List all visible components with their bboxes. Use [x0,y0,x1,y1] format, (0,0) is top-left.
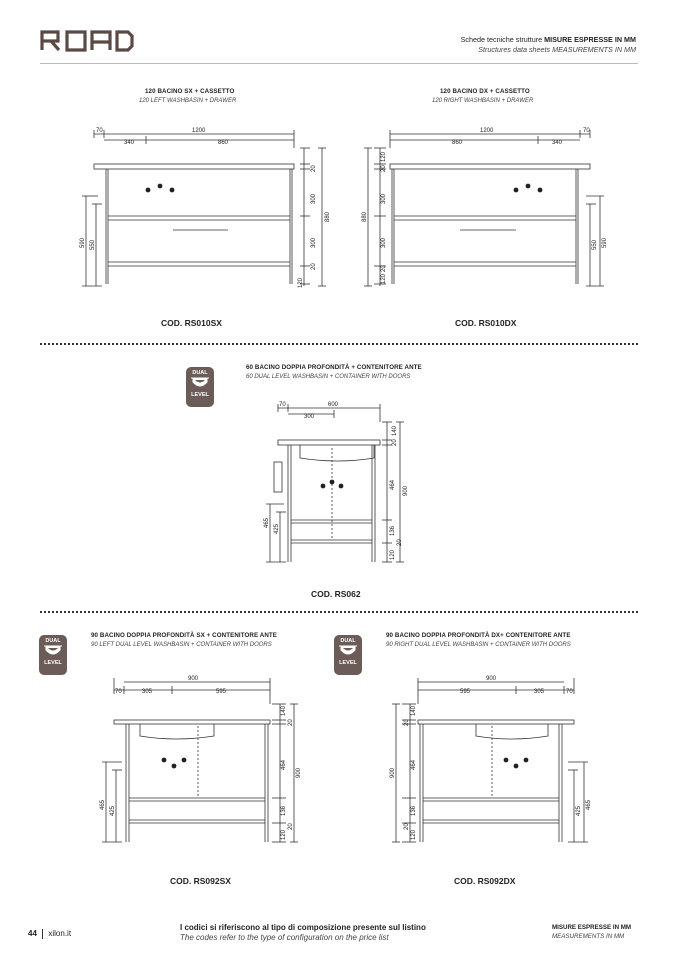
dim-label: 305 [534,689,545,695]
header-title [461,35,636,44]
dim-label: 860 [218,140,229,146]
dim-label: 20 [392,439,398,446]
drawing-rs092sx [96,674,306,850]
badge-top-label: DUAL [340,638,356,644]
dim-label: 70 [96,128,103,134]
badge-top-label: DUAL [192,370,208,376]
dim-label: 300 [311,193,317,204]
road-logo-icon [40,30,134,52]
dim-label: 300 [381,237,387,248]
drawing-rs062 [258,400,418,570]
dim-label: 300 [381,193,387,204]
dim-label: 465 [586,799,592,810]
product-title: 120 BACINO DX + CASSETTO [440,88,530,95]
product-subtitle: 90 LEFT DUAL LEVEL WASHBASIN + CONTAINER WITH DOORS [91,642,272,648]
dim-label: 140 [392,425,398,436]
dim-label: 20 [397,539,403,546]
dim-label: 20 [404,823,410,830]
dim-label: 464 [281,759,287,770]
badge-bottom-label: LEVEL [339,660,357,666]
product-title: 90 BACINO DOPPIA PROFONDITÀ SX + CONTENITORE ANTE [91,632,278,639]
dim-label: 20 [311,165,317,172]
dim-label: 20 [288,823,294,830]
dim-label: 70 [583,128,590,134]
dim-label: 900 [486,676,497,682]
product-subtitle: 120 LEFT WASHBASIN + DRAWER [139,98,237,104]
dim-label: 464 [390,479,396,490]
dim-label: 20 [288,719,294,726]
dim-label: 425 [110,805,116,816]
footer-right-subtitle: MEASUREMENTS IN MM [552,933,625,940]
dim-label: 590 [80,237,86,248]
dim-label: 900 [188,676,199,682]
dual-level-badge [186,367,214,407]
drawing-rs010dx [356,124,616,296]
product-subtitle: 60 DUAL LEVEL WASHBASIN + CONTAINER WITH DOORS [246,374,411,380]
dim-label: 70 [279,402,286,408]
dual-level-basin-icon [190,376,210,390]
header-title-prefix: Schede tecniche strutture [460,35,545,44]
badge-bottom-label: LEVEL [44,660,62,666]
site-link[interactable]: xilon.it [48,929,72,939]
drawing-rs010sx [78,124,338,296]
dim-label: 120 [298,277,304,288]
product-title: 90 BACINO DOPPIA PROFONDITÀ DX+ CONTENITORE ANTE [386,632,571,639]
product-title: 60 BACINO DOPPIA PROFONDITÀ + CONTENITORE ANTE [246,364,422,371]
product-subtitle: 120 RIGHT WASHBASIN + DRAWER [432,98,534,104]
dim-label: 140 [281,705,287,716]
dim-label: 425 [576,805,582,816]
footer-separator [42,929,43,939]
section-divider [40,343,638,345]
dim-label: 860 [452,140,463,146]
product-code: COD. RS062 [311,589,361,599]
dim-label: 70 [566,689,573,695]
dim-label: 880 [325,211,331,222]
dim-label: 900 [296,767,302,778]
dim-label: 900 [390,767,396,778]
dim-label: 1200 [192,128,206,134]
dual-level-basin-icon [43,644,63,658]
dim-label: 425 [274,523,280,534]
header-title-strong: MISURE ESPRESSE IN MM [544,35,636,44]
dim-label: 465 [264,517,270,528]
footer-right-title: MISURE ESPRESSE IN MM [552,924,632,931]
badge-bottom-label: LEVEL [191,392,209,398]
header-subtitle: Structures data sheets MEASUREMENTS IN MM [478,45,636,54]
dim-label: 595 [460,689,471,695]
dim-label: 20 [311,263,317,270]
footer-note: I codici si riferiscono al tipo di composizione presente sul listino [180,923,426,932]
dim-label: 305 [142,689,153,695]
footer-note-en: The codes refer to the type of configuration on the price list [180,933,389,942]
dim-label: 120 [390,549,396,560]
dim-label: 20 [404,719,410,726]
brand-logo [40,30,134,57]
product-code: COD. RS092DX [454,876,516,886]
dim-label: 120 [411,829,417,840]
dim-label: 340 [552,140,563,146]
dim-label: 600 [328,402,339,408]
dim-label: 900 [403,485,409,496]
dual-level-basin-icon [338,644,358,658]
header-rule [40,63,638,64]
product-subtitle: 90 RIGHT DUAL LEVEL WASHBASIN + CONTAINER WITH DOORS [386,642,571,648]
badge-top-label: DUAL [45,638,61,644]
dim-label: 120 [381,151,387,162]
dual-level-badge [334,635,362,675]
dim-label: 136 [390,525,396,536]
drawing-rs092dx [388,674,600,850]
dim-label: 340 [124,140,135,146]
page-footer-left [28,929,71,939]
dim-label: 465 [100,799,106,810]
dim-label: 136 [281,805,287,816]
dim-label: 550 [90,239,96,250]
product-code: COD. RS092SX [170,876,231,886]
dim-label: 550 [592,239,598,250]
section-divider [40,611,638,613]
dim-label: 70 [115,689,122,695]
dual-level-badge [39,635,67,675]
dim-label: 20 [381,265,387,272]
dim-label: 595 [216,689,227,695]
dim-label: 300 [304,414,315,420]
dim-label: 120 [281,829,287,840]
product-title: 120 BACINO SX + CASSETTO [145,88,235,95]
dim-label: 464 [411,759,417,770]
dim-label: 136 [411,805,417,816]
dim-label: 1200 [480,128,494,134]
dim-label: 20 [381,165,387,172]
product-code: COD. RS010DX [455,318,517,328]
dim-label: 590 [602,237,608,248]
dim-label: 120 [381,273,387,284]
dim-label: 300 [311,237,317,248]
product-code: COD. RS010SX [161,318,222,328]
page-number: 44 [28,929,37,939]
dim-label: 880 [362,211,368,222]
dim-label: 140 [411,705,417,716]
